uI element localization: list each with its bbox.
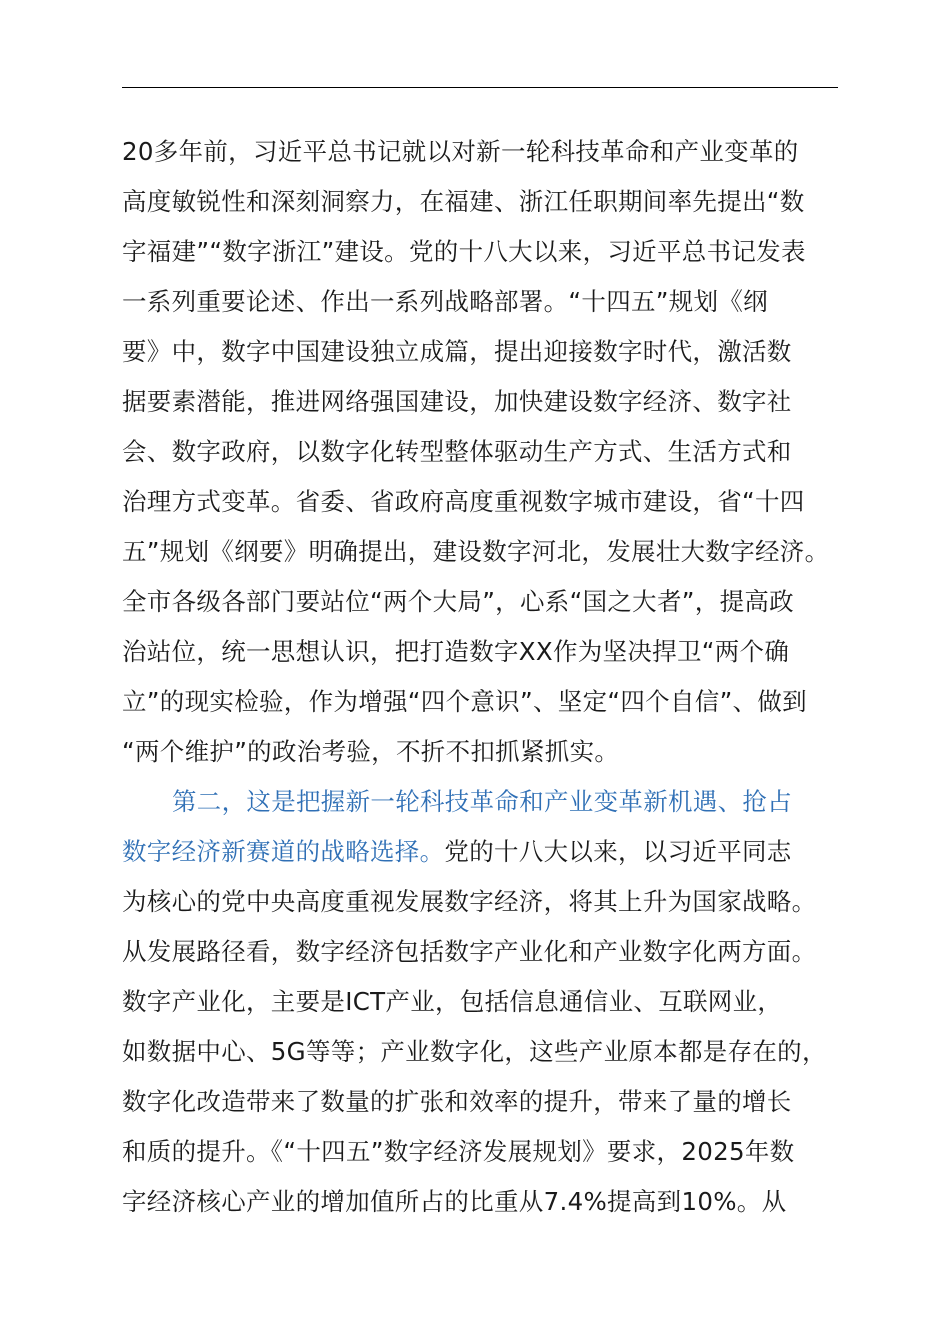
text-line: 高度敏锐性和深刻洞察力，在福建、浙江任职期间率先提出“数 [122, 187, 805, 216]
text-line: 会、数字政府，以数字化转型整体驱动生产方式、生活方式和 [122, 437, 792, 466]
text-line: 20多年前，习近平总书记就以对新一轮科技革命和产业变革的 [122, 137, 799, 166]
header-rule [122, 87, 838, 88]
text-line: 据要素潜能，推进网络强国建设，加快建设数字经济、数字社 [122, 387, 792, 416]
text-span: 党的十八大以来，以习近平同志 [444, 837, 792, 866]
text-line: 为核心的党中央高度重视发展数字经济，将其上升为国家战略。 [122, 887, 817, 916]
section-heading-line: 第二，这是把握新一轮科技革命和产业变革新机遇、抢占 [172, 787, 792, 816]
text-line [122, 827, 862, 877]
text-line: 一系列重要论述、作出一系列战略部署。“十四五”规划《纲 [122, 287, 768, 316]
text-line: 字福建”“数字浙江”建设。党的十八大以来，习近平总书记发表 [122, 237, 806, 266]
text-line: 要》中，数字中国建设独立成篇，提出迎接数字时代，激活数 [122, 337, 792, 366]
text-line: 和质的提升。《“十四五”数字经济发展规划》要求，2025年数 [122, 1137, 795, 1166]
text-line: 如数据中心、5G等等；产业数字化，这些产业原本都是存在的， [122, 1037, 827, 1066]
text-line: 治站位，统一思想认识，把打造数字XX作为坚决捍卫“两个确 [122, 637, 790, 666]
text-line: 数字化改造带来了数量的扩张和效率的提升，带来了量的增长 [122, 1087, 792, 1116]
text-line: 从发展路径看，数字经济包括数字产业化和产业数字化两方面。 [122, 937, 817, 966]
text-line: 数字产业化，主要是ICT产业，包括信息通信业、互联网业， [122, 987, 783, 1016]
text-line: 全市各级各部门要站位“两个大局”，心系“国之大者”，提高政 [122, 587, 794, 616]
text-line: “两个维护”的政治考验，不折不扣抓紧抓实。 [122, 737, 620, 766]
section-heading-end: 数字经济新赛道的战略选择。 [122, 837, 445, 866]
text-line: 五”规划《纲要》明确提出，建设数字河北，发展壮大数字经济。 [122, 537, 830, 566]
text-line: 治理方式变革。省委、省政府高度重视数字城市建设，省“十四 [122, 487, 805, 516]
document-body [122, 127, 862, 1227]
text-line: 字经济核心产业的增加值所占的比重从7.4%提高到10%。从 [122, 1187, 787, 1216]
text-line: 立”的现实检验，作为增强“四个意识”、坚定“四个自信”、做到 [122, 687, 807, 716]
